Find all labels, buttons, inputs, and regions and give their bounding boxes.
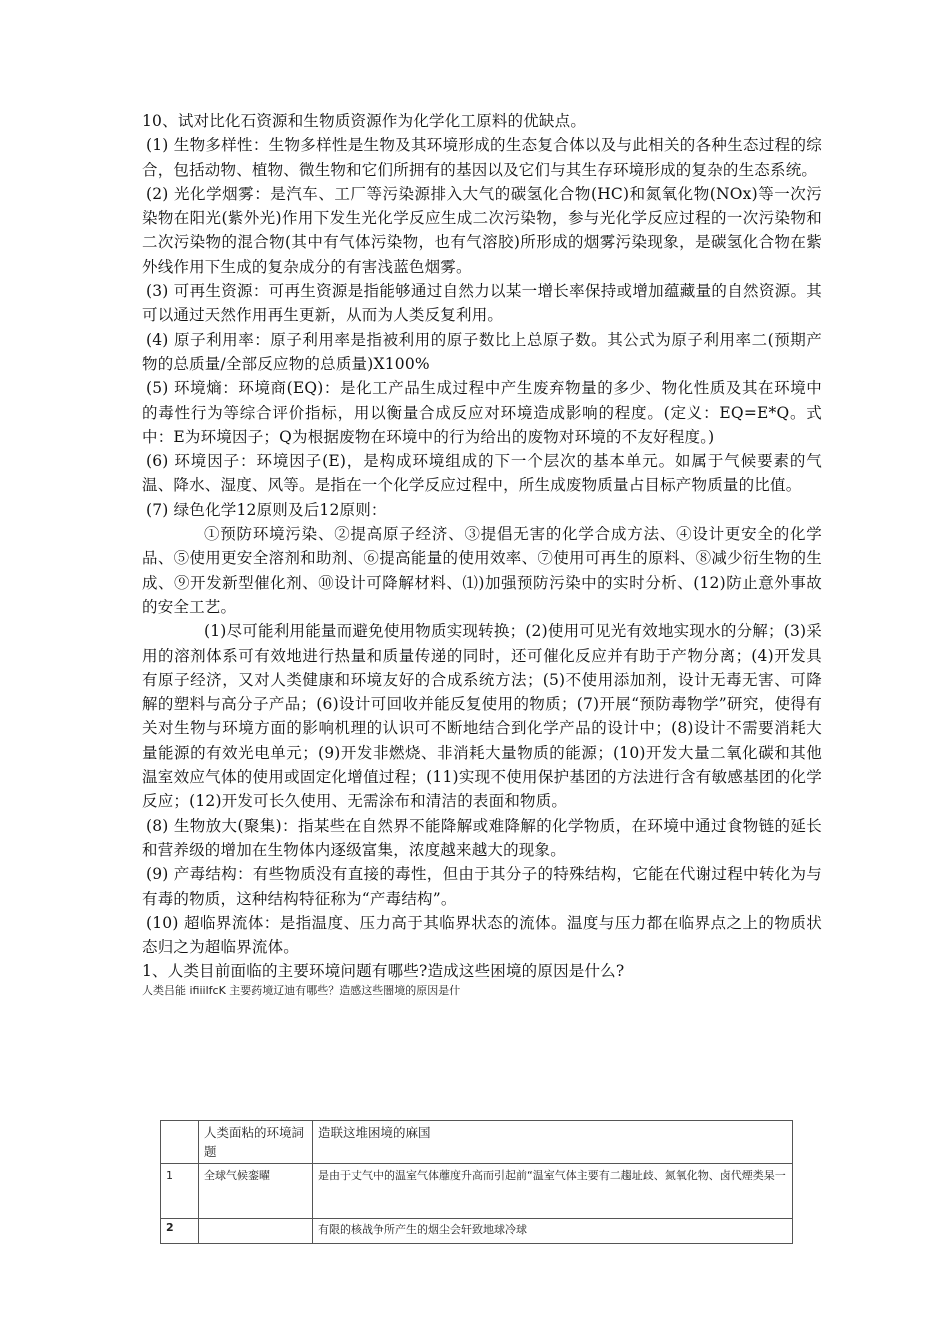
environment-problems-table [160,1120,793,1244]
definition-renewable-resources: (3) 可再生资源：可再生资源是指能够通过自然力以某一增长率保持或增加蕴藏量的自然资源。其可以通过天然作用再生更新，从而为人类反复利用。 [142,282,822,325]
header-cell-number [161,1121,199,1164]
definition-supercritical-fluid: (10) 超临界流体：是指温度、压力高于其临界状态的流体。温度与压力都在临界点之上的物质状态归之为超临界流体。 [142,913,822,957]
row-problem-cell [199,1219,313,1244]
table-header-row [161,1121,793,1164]
green-chemistry-heading: (7) 绿色化学12原则及后12原则： [146,500,387,519]
table-caption: 人类吕能 ifiiilfcK 主要药境辽迪有哪些？造感这些闇境的原因是什 [142,983,461,997]
row-number-cell: 2 [161,1219,199,1244]
definition-atom-utilization: (4) 原子利用率：原子利用率是指被利用的原子数比上总原子数。其公式为原子利用率二(预期产物的总质量/全部反应物的总质量)X100% [142,330,822,373]
table-row [161,1219,793,1244]
definition-photochemical-smog: (2) 光化学烟雾：是汽车、工厂等污染源排入大气的碳氢化合物(HC)和氮氧化物(NOx)等一次污染物在阳光(紫外光)作用下发生光化学反应生成二次污染物，参与光化学反应过程的一次污染物和二次污染物的混合物(其中有气体污染物，也有气溶胶)所形成的烟雾污染现象，是碳氢化合物在紫外线作用下生成的复杂成分的有害浅蓝色烟雾。 [142,184,822,276]
question-10: 10、试对比化石资源和生物质资源作为化学化工原料的优缺点。 [142,112,587,130]
definition-biodiversity: (1) 生物多样性：生物多样性是生物及其环境形成的生态复合体以及与此相关的各种生态过程的综合，包括动物、植物、微生物和它们所拥有的基因以及它们与其生存环境形成的复杂的生态系统。 [142,136,822,179]
header-cell-problem: 人类面粘的环境詞题 [199,1121,313,1164]
row-number-cell: 1 [161,1164,199,1219]
table-row [161,1164,793,1219]
question-1: 1、人类目前面临的主要环境问题有哪些?造成这些困境的原因是什么? [142,962,625,981]
green-chemistry-later-12-principles: (1)尽可能利用能量而避免使用物质实现转换；(2)使用可见光有效地实现水的分解；(3)采用的溶剂体系可有效地进行热量和质量传递的同时，还可催化反应并有助于产物分离；(4)开发具有原子经济，又对人类健康和环境友好的合成系统方法；(5)不使用添加剂，设计无毒无害、可降解的塑料与高分子产品；(6)设计可回收并能反复使用的物质；(7)开展“预防毒物学”研究，使得有关对生物与环境方面的影响机理的认识可不断地结合到化学产品的设计中；(8)设计不需要消耗大量能源的有效光电单元；(9)开发非燃烧、非消耗大量物质的能源；(10)开发大量二氧化碳和其他温室效应气体的使用或固定化增值过程；(11)实现不使用保护基团的方法进行含有敏感基团的化学反应；(12)开发可长久使用、无需涂布和清洁的表面和物质。 [142,622,822,811]
row-cause-cell: 有限的核战争所产生的烟尘会轩致地球冷球 [313,1219,793,1244]
header-cell-cause: 造联这堆困境的麻国 [313,1121,793,1164]
definition-environmental-quotient: (5) 环境熵：环境商(EQ)：是化工产品生成过程中产生废弃物量的多少、物化性质及其在环境中的毒性行为等综合评价指标，用以衡量合成反应对环境造成影响的程度。(定义：EQ=E*Q。式中：E为环境因子；Q为根据废物在环境中的行为给出的废物对环境的不友好程度。) [142,379,822,446]
row-cause-cell: 是由于丈气中的温室气体蘼度升高而引起前“温室气体主要有二趨址歧、氮氧化物、卤代煙类杲一 [313,1164,793,1219]
document-body [142,109,822,1009]
green-chemistry-12-principles: ①预防环境污染、②提高原子经济、③提倡无害的化学合成方法、④设计更安全的化学品、⑤使用更安全溶剂和助剂、⑥提高能量的使用效率、⑦使用可再生的原料、⑧减少衍生物的生成、⑨开发新型催化剂、⑩设计可降解材料、⑴)加强预防污染中的实时分析、(12)防止意外事故的安全工艺。 [142,525,822,616]
definition-biomagnification: (8) 生物放大(聚集)：指某些在自然界不能降解或难降解的化学物质，在环境中通过食物链的延长和营养级的增加在生物体内逐级富集，浓度越来越大的现象。 [142,816,822,859]
definition-toxic-structure: (9) 产毒结构：有些物质没有直接的毒性，但由于其分子的特殊结构，它能在代谢过程中转化为与有毒的物质，这种结构特征称为“产毒结构”。 [142,865,822,908]
definition-environmental-factor: (6) 环境因子：环境因子(E)，是构成环境组成的下一个层次的基本单元。如属于气候要素的气温、降水、湿度、风等。是指在一个化学反应过程中，所生成废物质量占目标产物质量的比值。 [142,452,822,495]
row-problem-cell: 全球气候銮曜 [199,1164,313,1219]
